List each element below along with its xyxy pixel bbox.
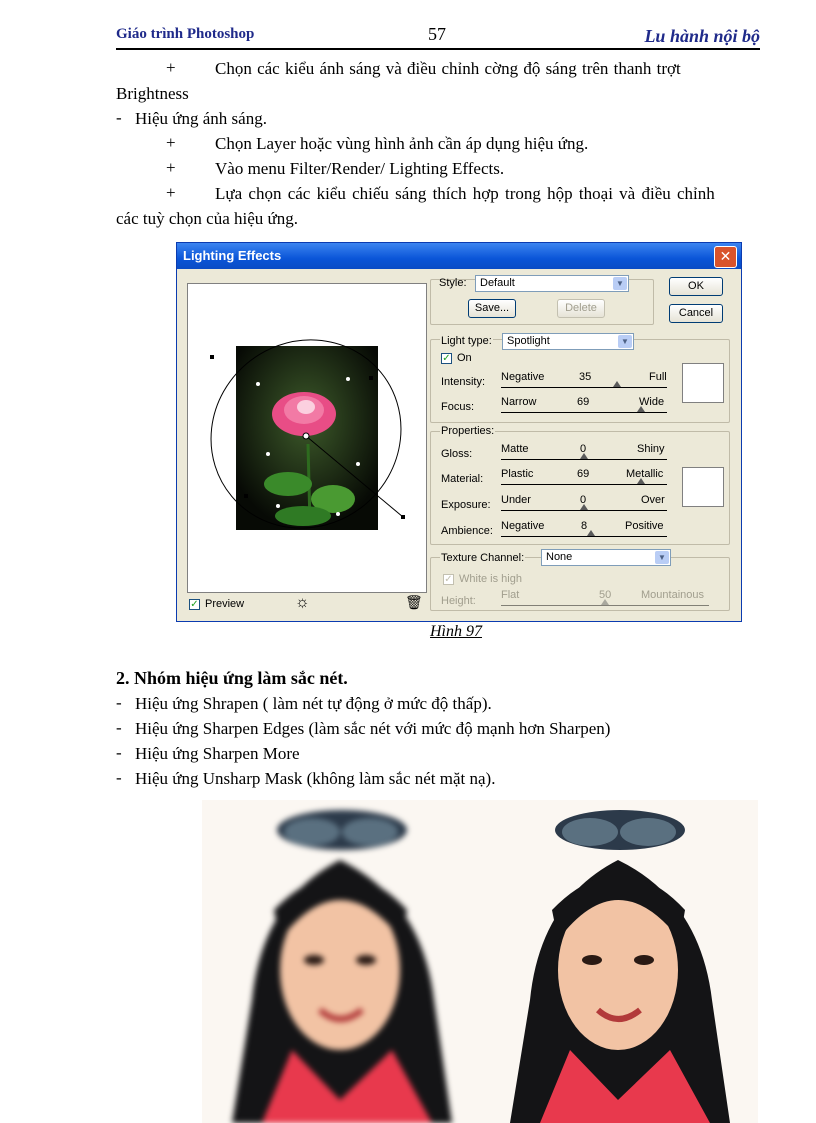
height-value: 50 [599,589,612,601]
dialog-title: Lighting Effects [183,248,282,263]
chevron-down-icon: ▼ [613,277,627,290]
white-is-high-label: White is high [459,573,522,585]
plus-bullet: + [166,133,176,152]
material-max: Metallic [626,468,664,480]
style-select[interactable] [475,275,629,292]
light-type-value: Spotlight [507,335,550,347]
light-type-label: Light type: [441,335,492,347]
intensity-slider[interactable] [501,373,667,390]
gloss-min: Matte [501,443,529,455]
text-line: Brightness [116,84,189,103]
intensity-value: 35 [579,371,592,383]
exposure-min: Under [501,494,531,506]
exposure-value: 0 [580,494,587,506]
slider-thumb[interactable] [580,504,588,510]
dash-bullet: - [116,743,122,762]
lightbulb-icon[interactable]: ☼ [295,594,310,611]
ambience-slider[interactable] [501,522,667,539]
text-line: Lựa chọn các kiểu chiếu sáng thích hợp trong hộp thoại và điều chỉnh [215,184,715,203]
list-item: Hiệu ứng Unsharp Mask (không làm sắc nét mặt nạ). [135,769,496,788]
save-button[interactable]: Save... [468,299,516,318]
on-label: On [457,352,472,364]
height-slider[interactable] [501,591,709,608]
preview-checkbox[interactable]: ✓ [190,599,199,610]
delete-button[interactable]: Delete [557,299,605,318]
exposure-slider[interactable] [501,496,667,513]
text-line: Hiệu ứng ánh sáng. [135,109,267,128]
header-course-title: Giáo trình Photoshop [116,26,255,42]
slider-thumb[interactable] [587,530,595,536]
gloss-label: Gloss: [441,448,473,460]
light-color-swatch[interactable] [682,363,724,403]
photo-sharpened [480,800,758,1123]
header-distribution: Lu hành nội bộ [644,26,760,46]
cancel-button[interactable]: Cancel [669,304,723,323]
list-item: Hiệu ứng Sharpen Edges (làm sắc nét với mức độ mạnh hơn Sharpen) [135,719,611,738]
material-slider[interactable] [501,470,667,487]
dash-bullet: - [116,693,122,712]
ambience-value: 8 [581,520,588,532]
ambient-color-swatch[interactable] [682,467,724,507]
style-select-value: Default [480,277,515,289]
dash-bullet: - [116,718,122,737]
dash-bullet: - [116,768,122,787]
intensity-label: Intensity: [441,376,486,388]
preview-label: Preview [205,598,245,610]
list-item: Hiệu ứng Shrapen ( làm nét tự động ở mức độ thấp). [135,694,492,713]
slider-thumb[interactable] [637,406,645,412]
page-header [116,22,760,50]
texture-channel-label: Texture Channel: [441,552,525,564]
text-line: Chọn các kiểu ánh sáng và điều chỉnh cờng độ sáng trên thanh trợt [215,59,681,78]
texture-channel-select[interactable] [541,549,671,566]
slider-thumb[interactable] [637,478,645,484]
plus-bullet: + [166,58,176,77]
height-min: Flat [501,589,520,601]
slider-thumb[interactable] [601,599,609,605]
figure-caption: Hình 97 [430,623,482,640]
trash-icon[interactable]: 🗑 [405,594,423,610]
text-line: Vào menu Filter/Render/ Lighting Effects. [215,159,505,178]
material-label: Material: [441,473,484,485]
plus-bullet: + [166,183,176,202]
portrait-illustration [202,800,480,1123]
height-label: Height: [441,595,476,607]
ambience-label: Ambience: [441,525,493,537]
chevron-down-icon: ▼ [618,335,632,348]
text-line: các tuỳ chọn của hiệu ứng. [116,209,298,228]
preview-canvas [188,284,426,592]
material-min: Plastic [501,468,534,480]
white-is-high-checkbox[interactable]: ✓ [444,574,453,585]
lighting-effects-dialog [176,242,742,622]
gloss-slider[interactable] [501,445,667,462]
dash-bullet: - [116,108,122,127]
photo-blurred [202,800,480,1123]
portrait-illustration [480,800,758,1123]
height-max: Mountainous [641,589,704,601]
properties-label: Properties: [441,425,495,437]
exposure-label: Exposure: [441,499,491,511]
ambience-max: Positive [625,520,664,532]
style-label: Style: [439,277,467,289]
gloss-value: 0 [580,443,587,455]
focus-min: Narrow [501,396,537,408]
texture-channel-value: None [546,551,573,563]
list-item: Hiệu ứng Sharpen More [135,744,300,763]
preview-pane[interactable] [187,283,427,593]
focus-slider[interactable] [501,398,667,415]
section-heading: 2. Nhóm hiệu ứng làm sắc nét. [116,668,348,688]
on-checkbox[interactable]: ✓ [442,353,451,364]
material-value: 69 [577,468,590,480]
close-button[interactable]: ✕ [714,246,737,268]
intensity-min: Negative [501,371,545,383]
chevron-down-icon: ▼ [655,551,669,564]
exposure-max: Over [641,494,665,506]
slider-thumb[interactable] [613,381,621,387]
focus-max: Wide [639,396,665,408]
page-number: 57 [428,24,446,44]
ok-button[interactable]: OK [669,277,723,296]
ambience-min: Negative [501,520,545,532]
light-type-select[interactable] [502,333,634,350]
intensity-max: Full [649,371,667,383]
focus-value: 69 [577,396,590,408]
dialog-titlebar[interactable] [177,243,741,269]
plus-bullet: + [166,158,176,177]
slider-thumb[interactable] [580,453,588,459]
text-line: Chọn Layer hoặc vùng hình ảnh cần áp dụng hiệu ứng. [215,134,589,153]
gloss-max: Shiny [637,443,665,455]
focus-label: Focus: [441,401,475,413]
